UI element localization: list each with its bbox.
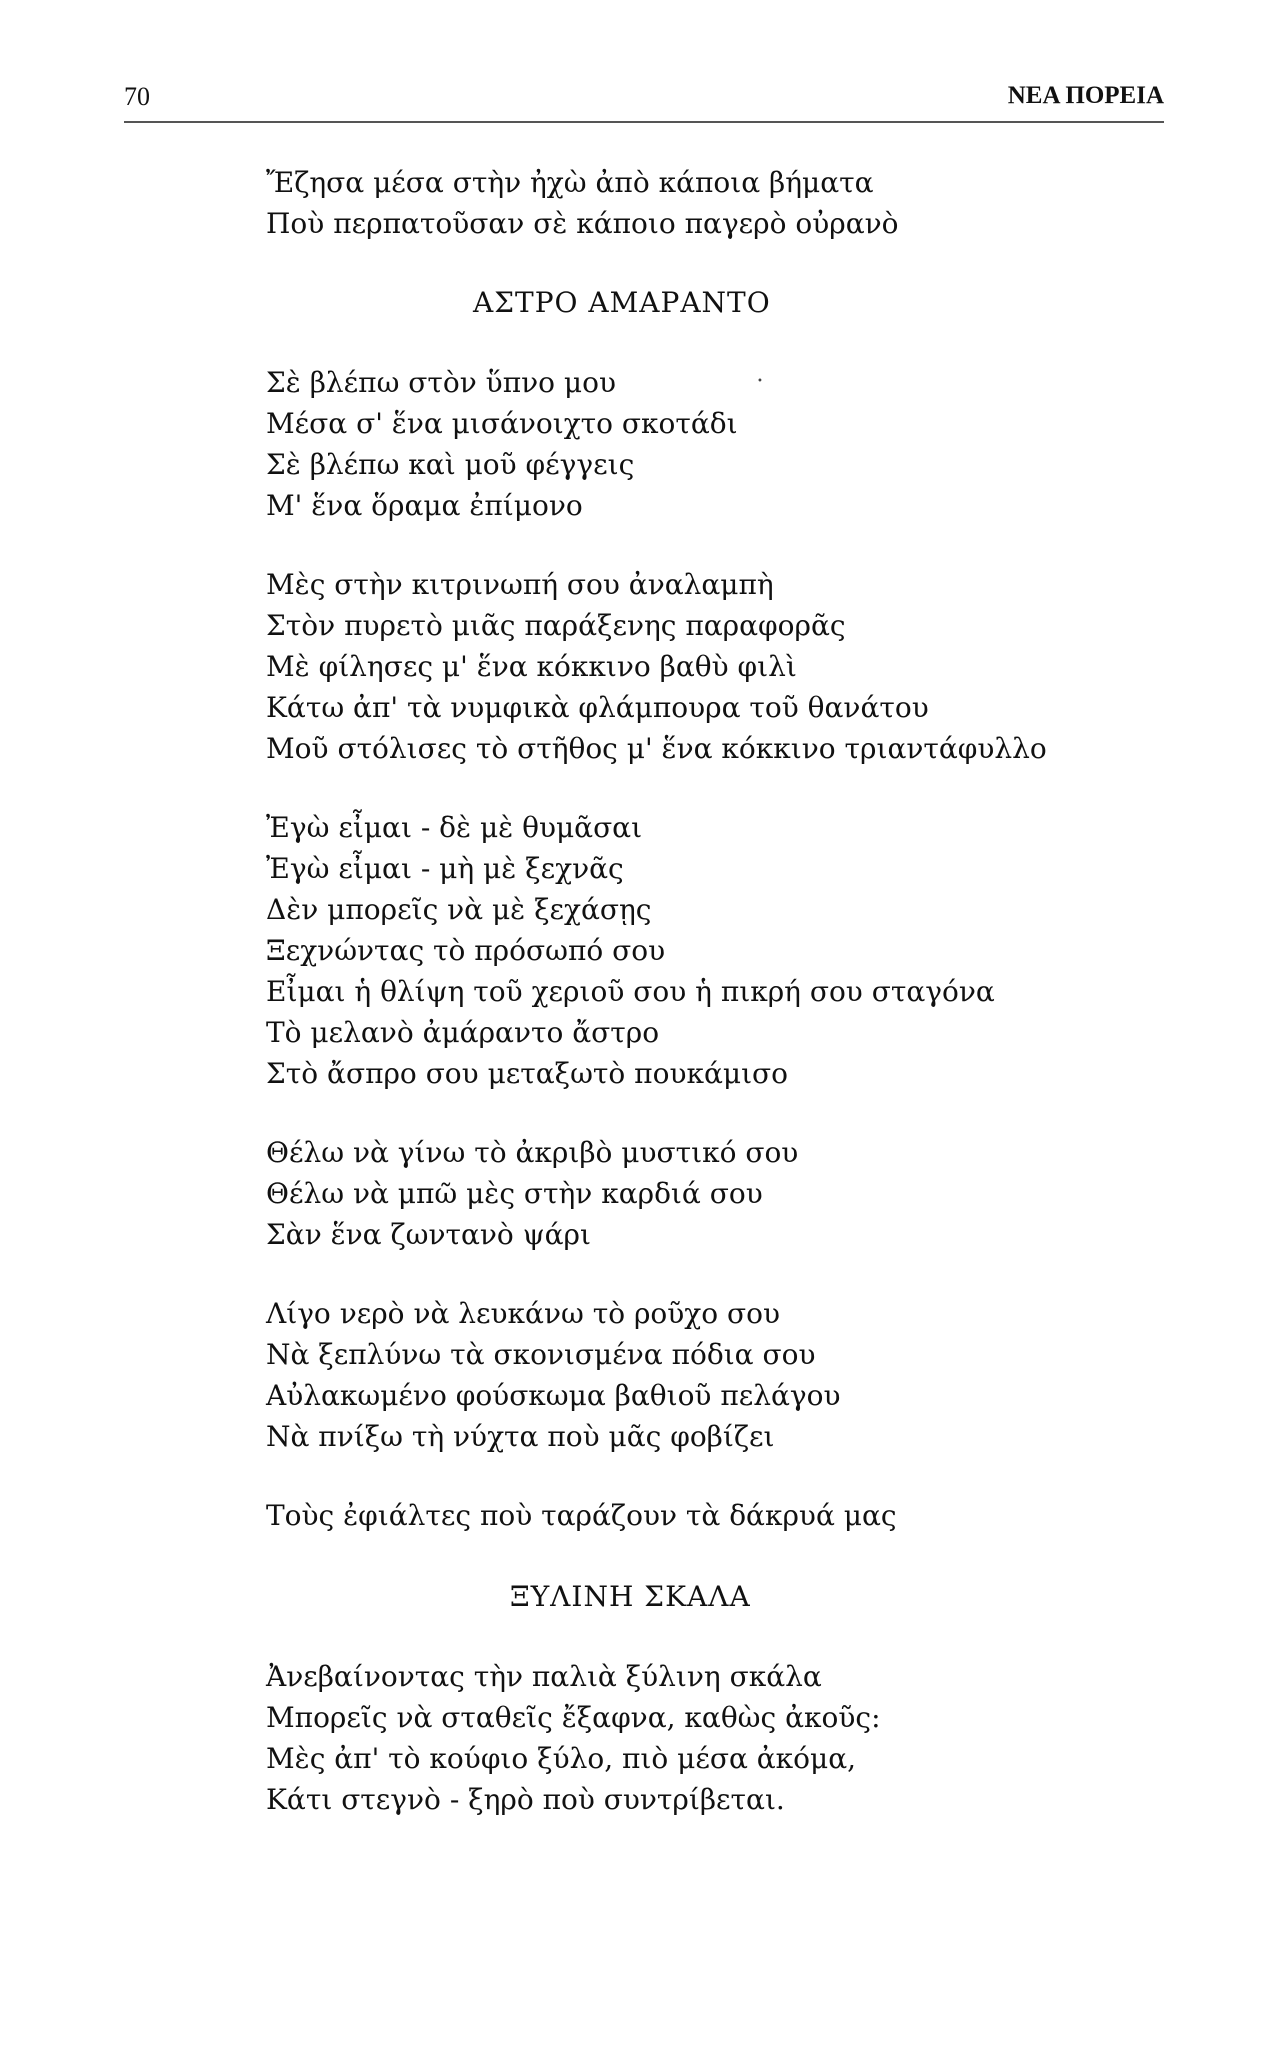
verse-line: Σὲ βλέπω καὶ μοῦ φέγγεις xyxy=(266,448,635,481)
verse-line: Θέλω νὰ γίνω τὸ ἀκριβὸ μυστικό σου xyxy=(266,1136,799,1169)
verse-line: Μὲς ἀπ' τὸ κούφιο ξύλο, πιὸ μέσα ἀκόμα, xyxy=(266,1742,857,1775)
verse-line: Κάτω ἀπ' τὰ νυμφικὰ φλάμπουρα τοῦ θανάτου xyxy=(266,691,929,724)
stanza xyxy=(266,362,1146,526)
verse-line: Στὸ ἄσπρο σου μεταξωτὸ πουκάμισο xyxy=(266,1057,789,1090)
verse-line: Εἶμαι ἡ θλίψη τοῦ χεριοῦ σου ἡ πικρή σου σταγόνα xyxy=(266,975,995,1008)
page-number: 70 xyxy=(124,82,150,111)
verse-line: Σὲ βλέπω στὸν ὕπνο μου xyxy=(266,366,616,399)
verse-line: Στὸν πυρετὸ μιᾶς παράξενης παραφορᾶς xyxy=(266,609,846,642)
verse-line: Κάτι στεγνὸ - ξηρὸ ποὺ συντρίβεται. xyxy=(266,1783,785,1816)
verse-line: Δὲν μπορεῖς νὰ μὲ ξεχάσῃς xyxy=(266,893,652,926)
running-head xyxy=(124,82,1164,116)
header-rule xyxy=(124,121,1164,123)
verse-line: Τοὺς ἐφιάλτες ποὺ ταράζουν τὰ δάκρυά μας xyxy=(266,1499,897,1532)
journal-title: ΝΕΑ ΠΟΡΕΙΑ xyxy=(1007,82,1164,109)
verse-line: Ξεχνώντας τὸ πρόσωπό σου xyxy=(266,934,666,967)
verse-line: Μοῦ στόλισες τὸ στῆθος μ' ἕνα κόκκινο τριαντάφυλλο xyxy=(266,732,1047,765)
verse-line: Τὸ μελανὸ ἀμάραντο ἄστρο xyxy=(266,1016,660,1049)
stanza xyxy=(266,564,1146,769)
verse-line: Μέσα σ' ἕνα μισάνοιχτο σκοτάδι xyxy=(266,407,738,440)
verse-line: Αὐλακωμένο φούσκωμα βαθιοῦ πελάγου xyxy=(266,1379,841,1412)
verse-line: Μὲς στὴν κιτρινωπή σου ἀναλαμπὴ xyxy=(266,568,774,601)
stanza xyxy=(266,1656,1146,1820)
verse-line: Νὰ πνίξω τὴ νύχτα ποὺ μᾶς φοβίζει xyxy=(266,1420,775,1453)
text-block xyxy=(266,162,1146,1858)
verse-line: Ἀνεβαίνοντας τὴν παλιὰ ξύλινη σκάλα xyxy=(266,1660,822,1693)
verse-line: Ἐγὼ εἶμαι - μὴ μὲ ξεχνᾶς xyxy=(266,852,624,885)
poem-title: ΞΥΛΙΝΗ ΣΚΑΛΑ xyxy=(510,1580,751,1613)
poem-title: ΑΣΤΡΟ ΑΜΑΡΑΝΤΟ xyxy=(473,286,771,319)
verse-line: Ἔζησα μέσα στὴν ἠχὼ ἀπὸ κάποια βήματα xyxy=(266,166,874,199)
verse-line: Ἐγὼ εἶμαι - δὲ μὲ θυμᾶσαι xyxy=(266,811,643,844)
stanza xyxy=(266,1293,1146,1457)
opening-stanza xyxy=(266,162,1146,244)
verse-line: Νὰ ξεπλύνω τὰ σκονισμένα πόδια σου xyxy=(266,1338,816,1371)
verse-line: Μὲ φίλησες μ' ἕνα κόκκινο βαθὺ φιλὶ xyxy=(266,650,797,683)
print-speck: • xyxy=(757,376,763,387)
verse-line: Σὰν ἕνα ζωντανὸ ψάρι xyxy=(266,1218,591,1251)
verse-line: Μπορεῖς νὰ σταθεῖς ἔξαφνα, καθὼς ἀκοῦς: xyxy=(266,1701,881,1734)
verse-line: Μ' ἕνα ὅραμα ἐπίμονο xyxy=(266,489,583,522)
stanza xyxy=(266,1495,1146,1536)
verse-line: Θέλω νὰ μπῶ μὲς στὴν καρδιά σου xyxy=(266,1177,763,1210)
verse-line: Λίγο νερὸ νὰ λευκάνω τὸ ροῦχο σου xyxy=(266,1297,781,1330)
stanza xyxy=(266,807,1146,1094)
verse-line: Ποὺ περπατοῦσαν σὲ κάποιο παγερὸ οὐρανὸ xyxy=(266,207,899,240)
stanza xyxy=(266,1132,1146,1255)
